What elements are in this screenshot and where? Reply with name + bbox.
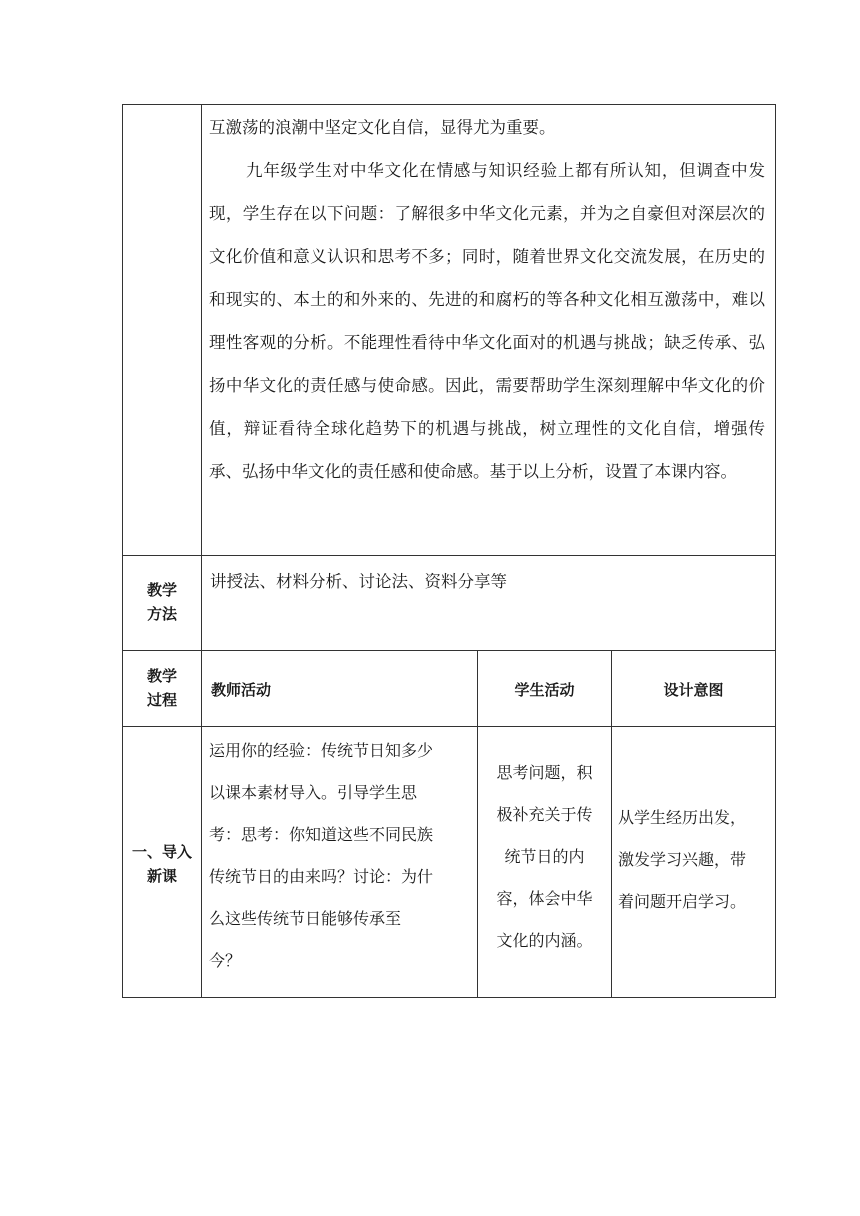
student-line: 文化的内涵。 <box>496 931 593 950</box>
step1-label <box>123 840 201 888</box>
design-line: 激发学习兴趣，带 <box>618 850 747 869</box>
table-column-divider-design <box>611 650 612 998</box>
process-label-line1: 教学 <box>146 667 177 685</box>
teacher-line: 以课本素材导入。引导学生思 <box>209 783 418 802</box>
design-line: 着问题开启学习。 <box>618 892 747 911</box>
table-divider-3 <box>122 726 776 727</box>
student-line: 容，体会中华 <box>496 889 593 908</box>
table-border-top <box>122 104 776 105</box>
step1-label-line1: 一、导入 <box>131 843 192 861</box>
student-line: 极补充关于传 <box>496 805 593 824</box>
step1-label-line2: 新课 <box>146 867 177 885</box>
teacher-line: 考：思考：你知道这些不同民族 <box>209 825 434 844</box>
teacher-line: 么这些传统节日能够传承至 <box>209 909 402 928</box>
process-label-line2: 过程 <box>146 691 177 709</box>
student-activity-content <box>478 752 611 962</box>
analysis-cell <box>209 106 765 493</box>
methods-content: 讲授法、材料分析、讨论法、资料分享等 <box>210 572 507 591</box>
methods-label-line2: 方法 <box>146 605 177 623</box>
analysis-continuation: 互激荡的浪潮中坚定文化自信，显得尤为重要。 <box>209 118 556 137</box>
table-divider-2 <box>122 650 776 651</box>
methods-label-line1: 教学 <box>146 581 177 599</box>
teacher-activity-content <box>209 730 475 982</box>
teacher-line: 传统节日的由来吗？讨论：为什 <box>209 867 434 886</box>
student-activity-header: 学生活动 <box>514 681 575 699</box>
teacher-line: 今？ <box>209 951 242 970</box>
design-line: 从学生经历出发， <box>618 808 747 827</box>
student-line: 思考问题，积 <box>496 763 593 782</box>
student-line: 统节日的内 <box>504 847 585 866</box>
design-intent-header: 设计意图 <box>663 681 724 699</box>
design-intent-content <box>618 797 774 923</box>
table-border-bottom <box>122 997 776 998</box>
teacher-activity-header: 教师活动 <box>211 681 272 699</box>
analysis-paragraph: 九年级学生对中华文化在情感与知识经验上都有所认知，但调查中发现，学生存在以下问题：了解很多中华文化元素，并为之自豪但对深层次的文化价值和意义认识和思考不多；同时，随着世界文化交流发展，在历史的和现实的、本土的和外来的、先进的和腐朽的等各种文化相互激荡中，难以理性客观的分析。不能理性看待中华文化面对的机遇与挑战；缺乏传承、弘扬中华文化的责任感与使命感。因此，需要帮助学生深刻理解中华文化的价值，辩证看待全球化趋势下的机遇与挑战，树立理性的文化自信，增强传承、弘扬中华文化的责任感和使命感。基于以上分析，设置了本课内容。 <box>209 161 765 481</box>
table-border-right <box>775 104 776 998</box>
process-label <box>123 664 201 712</box>
methods-label <box>123 578 201 626</box>
table-column-divider <box>201 104 202 998</box>
table-divider-1 <box>122 555 776 556</box>
teacher-line: 运用你的经验：传统节日知多少 <box>209 741 434 760</box>
